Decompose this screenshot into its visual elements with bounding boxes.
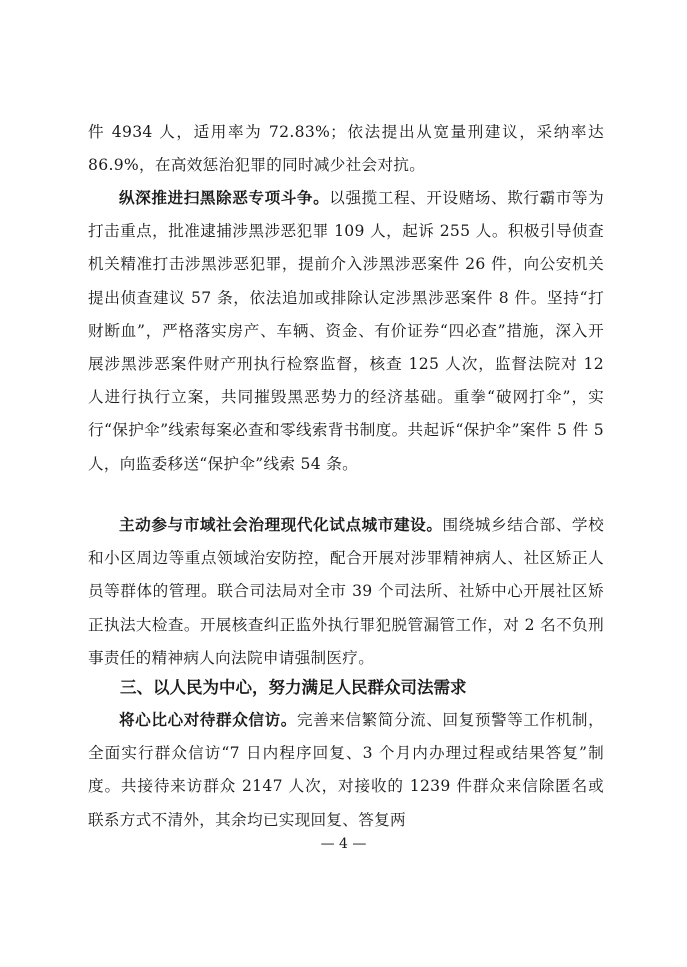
page-number: — 4 — xyxy=(320,836,367,852)
paragraph-2-text: 以强揽工程、开设赌场、欺行霸市等为打击重点，批准逮捕涉黑涉恶犯罪 109 人，起诉 255 人。积极引导侦查机关精准打击涉黑涉恶犯罪，提前介入涉黑涉恶案件 26 件，向公安机关提出侦查建议 57 条，依法追加或排除认定涉黑涉恶案件 8 件。坚持“打财断血”，严格落实房产、车辆、资金、有价证券“四必查”措施，深入开展涉黑涉恶案件财产刑执行检察监督，核查 125 人次，监督法院对 12 人进行执行立案，共同摧毁黑恶势力的经济基础。重拳“破网打伞”，实行“保护伞”线索每案必查和零线索背书制度。共起诉“保护伞”案件 5 件 5 人，向监委移送“保护伞”线索 54 条。 xyxy=(88,189,604,473)
paragraph-2 xyxy=(88,182,604,481)
paragraph-4-lead: 将心比心对待群众信访。 xyxy=(119,711,297,729)
paragraph-1 xyxy=(88,116,604,182)
section-heading: 三、以人民为中心，努力满足人民群众司法需求 xyxy=(120,678,467,697)
paragraph-1-text: 件 4934 人，适用率为 72.83%；依法提出从宽量刑建议，采纳率达 86.9%，在高效惩治犯罪的同时减少社会对抗。 xyxy=(88,123,604,175)
paragraph-3-lead: 主动参与市域社会治理现代化试点城市建设。 xyxy=(119,516,443,534)
paragraph-4-text: 完善来信繁简分流、回复预警等工作机制，全面实行群众信访“7 日内程序回复、3 个月内办理过程或结果答复”制度。共接待来访群众 2147 人次，对接收的 1239 件群众来信除匿名或联系方式不清外，其余均已实现回复、答复两 xyxy=(88,711,604,829)
paragraph-3 xyxy=(88,509,604,675)
paragraph-4 xyxy=(88,704,604,837)
paragraph-3-text: 围绕城乡结合部、学校和小区周边等重点领域治安防控，配合开展对涉罪精神病人、社区矫正人员等群体的管理。联合司法局对全市 39 个司法所、社矫中心开展社区矫正执法大检查。开展核查纠正监外执行罪犯脱管漏管工作，对 2 名不负刑事责任的精神病人向法院申请强制医疗。 xyxy=(88,516,604,667)
paragraph-2-lead: 纵深推进扫黑除恶专项斗争。 xyxy=(119,189,330,207)
